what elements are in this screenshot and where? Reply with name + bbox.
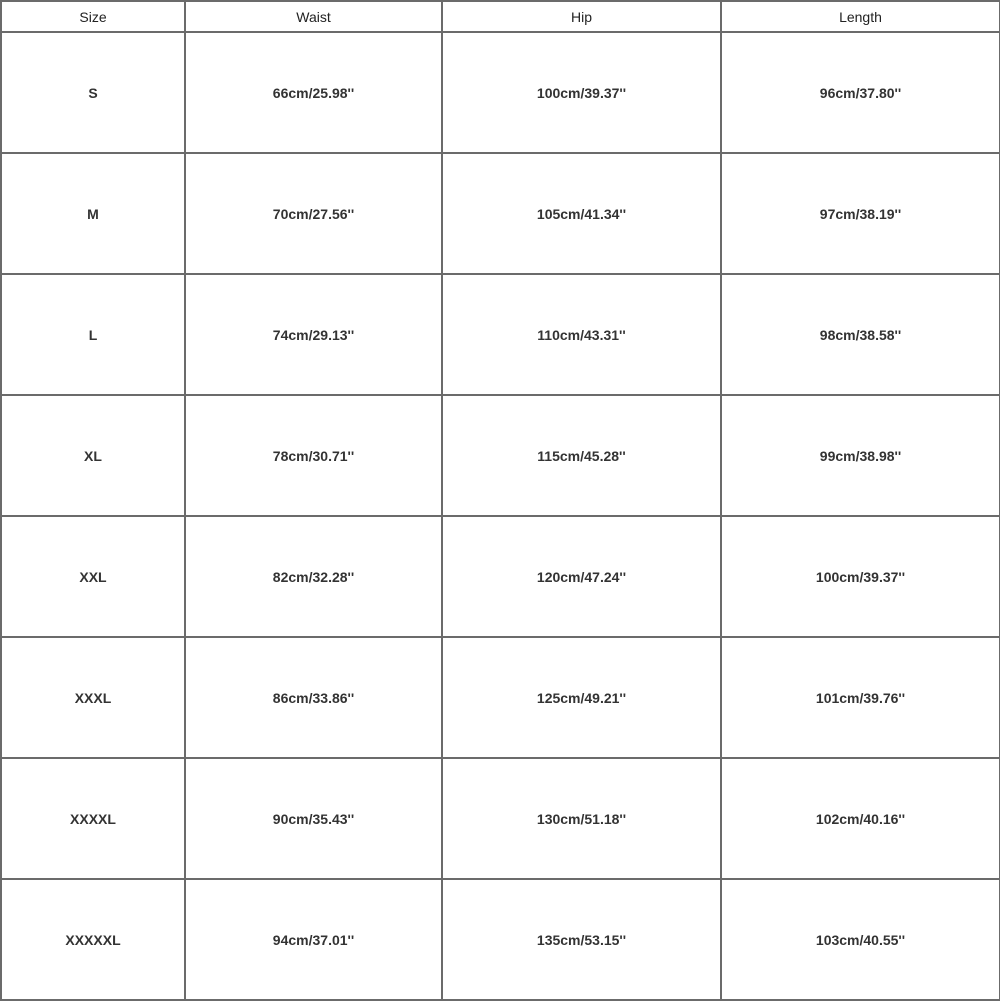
- cell-size: L: [1, 274, 185, 395]
- cell-waist: 82cm/32.28'': [185, 516, 442, 637]
- cell-size: XXXXXL: [1, 879, 185, 1000]
- table-header: [1, 1, 1000, 32]
- cell-length: 102cm/40.16'': [721, 758, 1000, 879]
- cell-waist: 86cm/33.86'': [185, 637, 442, 758]
- cell-hip: 105cm/41.34'': [442, 153, 721, 274]
- cell-size: XXXXL: [1, 758, 185, 879]
- header-hip: Hip: [442, 1, 721, 32]
- cell-length: 100cm/39.37'': [721, 516, 1000, 637]
- table-row: [1, 395, 1000, 516]
- cell-size: M: [1, 153, 185, 274]
- cell-length: 103cm/40.55'': [721, 879, 1000, 1000]
- cell-size: XL: [1, 395, 185, 516]
- cell-hip: 110cm/43.31'': [442, 274, 721, 395]
- cell-size: XXL: [1, 516, 185, 637]
- table-row: [1, 274, 1000, 395]
- cell-waist: 90cm/35.43'': [185, 758, 442, 879]
- cell-waist: 70cm/27.56'': [185, 153, 442, 274]
- header-row: [1, 1, 1000, 32]
- cell-hip: 130cm/51.18'': [442, 758, 721, 879]
- table-row: [1, 637, 1000, 758]
- table-row: [1, 758, 1000, 879]
- cell-length: 96cm/37.80'': [721, 32, 1000, 153]
- table-body: [1, 32, 1000, 1000]
- cell-hip: 100cm/39.37'': [442, 32, 721, 153]
- cell-size: XXXL: [1, 637, 185, 758]
- cell-size: S: [1, 32, 185, 153]
- cell-hip: 120cm/47.24'': [442, 516, 721, 637]
- cell-waist: 94cm/37.01'': [185, 879, 442, 1000]
- table-row: [1, 32, 1000, 153]
- cell-length: 97cm/38.19'': [721, 153, 1000, 274]
- cell-hip: 115cm/45.28'': [442, 395, 721, 516]
- table-row: [1, 516, 1000, 637]
- cell-length: 101cm/39.76'': [721, 637, 1000, 758]
- table-row: [1, 879, 1000, 1000]
- cell-length: 98cm/38.58'': [721, 274, 1000, 395]
- header-waist: Waist: [185, 1, 442, 32]
- header-length: Length: [721, 1, 1000, 32]
- cell-waist: 66cm/25.98'': [185, 32, 442, 153]
- cell-waist: 74cm/29.13'': [185, 274, 442, 395]
- cell-waist: 78cm/30.71'': [185, 395, 442, 516]
- cell-hip: 135cm/53.15'': [442, 879, 721, 1000]
- cell-length: 99cm/38.98'': [721, 395, 1000, 516]
- table-row: [1, 153, 1000, 274]
- header-size: Size: [1, 1, 185, 32]
- cell-hip: 125cm/49.21'': [442, 637, 721, 758]
